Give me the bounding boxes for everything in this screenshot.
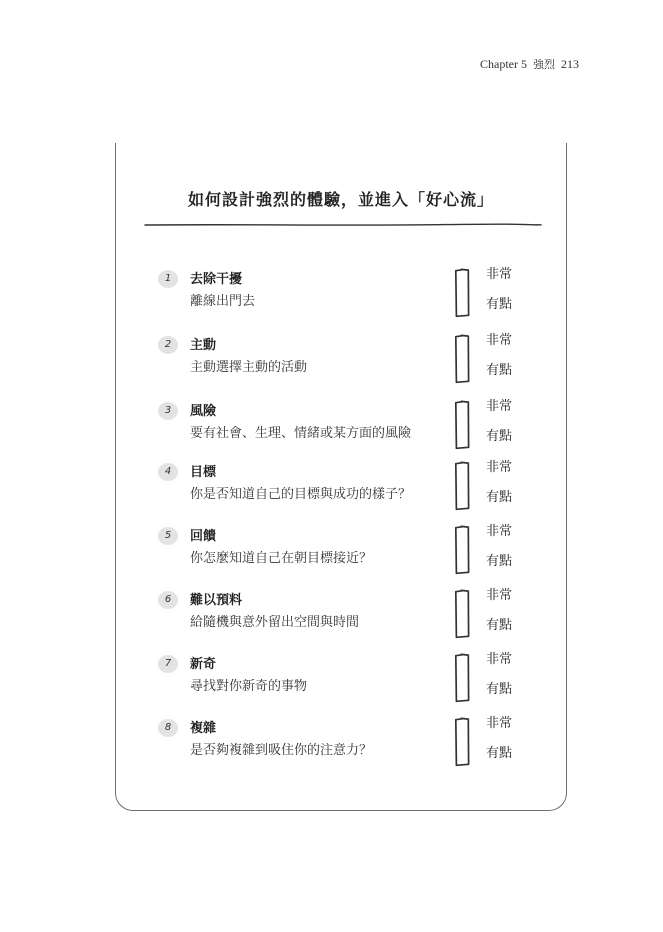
item-description: 主動選擇主動的活動 bbox=[190, 360, 308, 375]
scale-label-low: 有點 bbox=[486, 682, 513, 697]
card-title: 如何設計強烈的體驗，並進入「好心流」 bbox=[187, 190, 494, 209]
list-item-distraction bbox=[116, 268, 566, 328]
scale-label-low: 有點 bbox=[486, 618, 513, 633]
item-description: 離線出門去 bbox=[190, 294, 256, 309]
item-number-badge: 2 bbox=[158, 336, 178, 354]
rating-bracket-icon[interactable] bbox=[454, 461, 470, 511]
item-title: 回饋 bbox=[190, 529, 217, 544]
running-head bbox=[480, 56, 579, 72]
item-number-badge: 7 bbox=[158, 655, 178, 673]
item-description: 你怎麼知道自己在朝目標接近？ bbox=[190, 551, 373, 566]
item-description: 給隨機與意外留出空間與時間 bbox=[190, 615, 360, 630]
scale-label-high: 非常 bbox=[486, 652, 513, 667]
item-title: 去除干擾 bbox=[190, 272, 243, 287]
item-title: 風險 bbox=[190, 404, 217, 419]
item-description: 你是否知道自己的目標與成功的樣子？ bbox=[190, 487, 412, 502]
title-underline bbox=[144, 221, 542, 229]
scale-label-low: 有點 bbox=[486, 746, 513, 761]
rating-bracket-icon[interactable] bbox=[454, 268, 470, 318]
scale-label-low: 有點 bbox=[486, 429, 513, 444]
scale-label-low: 有點 bbox=[486, 363, 513, 378]
chapter-title: 強烈 bbox=[533, 58, 555, 71]
scale-label-high: 非常 bbox=[486, 399, 513, 414]
checklist-card bbox=[115, 143, 567, 811]
page-number: 213 bbox=[561, 57, 579, 71]
list-item-novelty bbox=[116, 653, 566, 713]
item-description: 是否夠複雜到吸住你的注意力？ bbox=[190, 743, 373, 758]
item-number-badge: 8 bbox=[158, 719, 178, 737]
item-title: 主動 bbox=[190, 338, 217, 353]
list-item-risk bbox=[116, 400, 566, 460]
item-number-badge: 4 bbox=[158, 463, 178, 481]
item-description: 尋找對你新奇的事物 bbox=[190, 679, 308, 694]
rating-bracket-icon[interactable] bbox=[454, 525, 470, 575]
scale-label-high: 非常 bbox=[486, 588, 513, 603]
item-number-badge: 1 bbox=[158, 270, 178, 288]
scale-label-high: 非常 bbox=[486, 267, 513, 282]
list-item-feedback bbox=[116, 525, 566, 585]
rating-bracket-icon[interactable] bbox=[454, 589, 470, 639]
rating-bracket-icon[interactable] bbox=[454, 334, 470, 384]
chapter-label: Chapter 5 bbox=[480, 57, 527, 71]
list-item-unpredictable bbox=[116, 589, 566, 649]
scale-label-low: 有點 bbox=[486, 297, 513, 312]
item-title: 新奇 bbox=[190, 657, 217, 672]
rating-bracket-icon[interactable] bbox=[454, 400, 470, 450]
list-item-complexity bbox=[116, 717, 566, 777]
rating-bracket-icon[interactable] bbox=[454, 653, 470, 703]
scale-label-high: 非常 bbox=[486, 524, 513, 539]
scale-label-low: 有點 bbox=[486, 554, 513, 569]
item-number-badge: 5 bbox=[158, 527, 178, 545]
list-item-goals bbox=[116, 461, 566, 521]
item-description: 要有社會、生理、情緒或某方面的風險 bbox=[190, 426, 412, 441]
scale-label-high: 非常 bbox=[486, 333, 513, 348]
scale-label-high: 非常 bbox=[486, 460, 513, 475]
scale-label-high: 非常 bbox=[486, 716, 513, 731]
rating-bracket-icon[interactable] bbox=[454, 717, 470, 767]
item-number-badge: 3 bbox=[158, 402, 178, 420]
scale-label-low: 有點 bbox=[486, 490, 513, 505]
list-item-active bbox=[116, 334, 566, 394]
item-title: 難以預料 bbox=[190, 593, 243, 608]
item-number-badge: 6 bbox=[158, 591, 178, 609]
item-title: 目標 bbox=[190, 465, 217, 480]
item-title: 複雜 bbox=[190, 721, 217, 736]
